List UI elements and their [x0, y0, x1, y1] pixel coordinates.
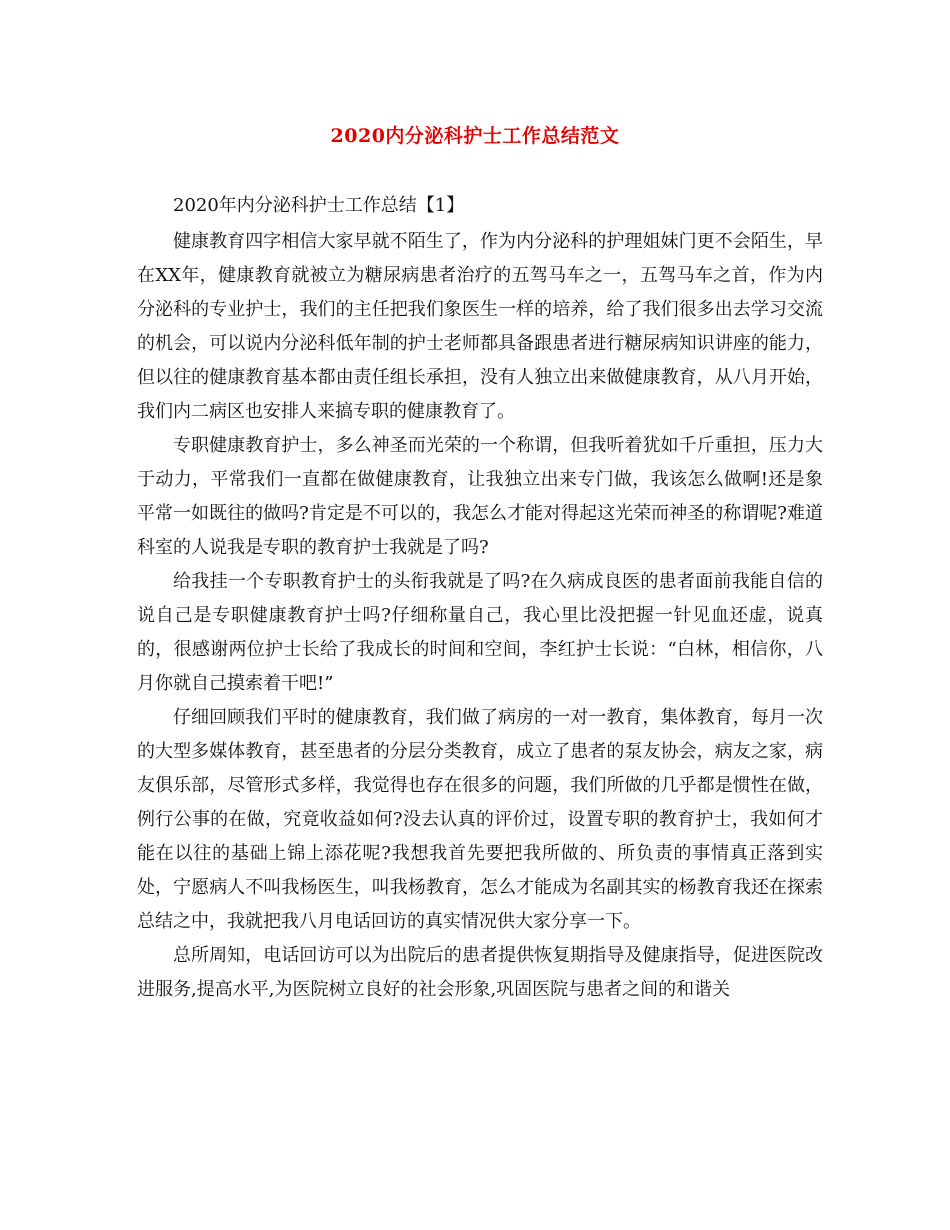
paragraph: 健康教育四字相信大家早就不陌生了，作为内分泌科的护理姐妹门更不会陌生，早在XX年，健康教育就被立为糖尿病患者治疗的五驾马车之一，五驾马车之首，作为内分泌科的专业护士，我们的主任把我们象医生一样的培养，给了我们很多出去学习交流的机会，可以说内分泌科低年制的护士老师都具备跟患者进行糖尿病知识讲座的能力，但以往的健康教育基本都由责任组长承担，没有人独立出来做健康教育，从八月开始，我们内二病区也安排人来搞专职的健康教育了。 [137, 231, 823, 422]
paragraph: 仔细回顾我们平时的健康教育，我们做了病房的一对一教育，集体教育，每月一次的大型多媒体教育，甚至患者的分层分类教育，成立了患者的泵友协会，病友之家，病友俱乐部，尽管形式多样，我觉得也存在很多的问题，我们所做的几乎都是惯性在做，例行公事的在做，究竟收益如何?没去认真的评价过，设置专职的教育护士，我如何才能在以往的基础上锦上添花呢?我想我首先要把我所做的、所负责的事情真正落到实处，宁愿病人不叫我杨医生，叫我杨教育，怎么才能成为名副其实的杨教育我还在探索总结之中，我就把我八月电话回访的真实情况供大家分享一下。 [137, 707, 823, 932]
document-body [137, 189, 823, 1007]
section-subheading: 2020年内分泌科护士工作总结【1】 [173, 195, 465, 216]
paragraph: 给我挂一个专职教育护士的头衔我就是了吗?在久病成良医的患者面前我能自信的说自己是专职健康教育护士吗?仔细称量自己，我心里比没把握一针见血还虚，说真的，很感谢两位护士长给了我成长的时间和空间，李红护士长说：“白林，相信你，八月你就自己摸索着干吧!” [137, 571, 823, 694]
paragraph: 专职健康教育护士，多么神圣而光荣的一个称谓，但我听着犹如千斤重担，压力大于动力，平常我们一直都在做健康教育，让我独立出来专门做，我该怎么做啊!还是象平常一如既往的做吗?肯定是不可以的，我怎么才能对得起这光荣而神圣的称谓呢?难道科室的人说我是专职的教育护士我就是了吗? [137, 435, 823, 558]
document-title: 2020内分泌科护士工作总结范文 [330, 125, 620, 147]
paragraph: 总所周知，电话回访可以为出院后的患者提供恢复期指导及健康指导，促进医院改进服务,提高水平,为医院树立良好的社会形象,巩固医院与患者之间的和谐关 [137, 945, 823, 1000]
